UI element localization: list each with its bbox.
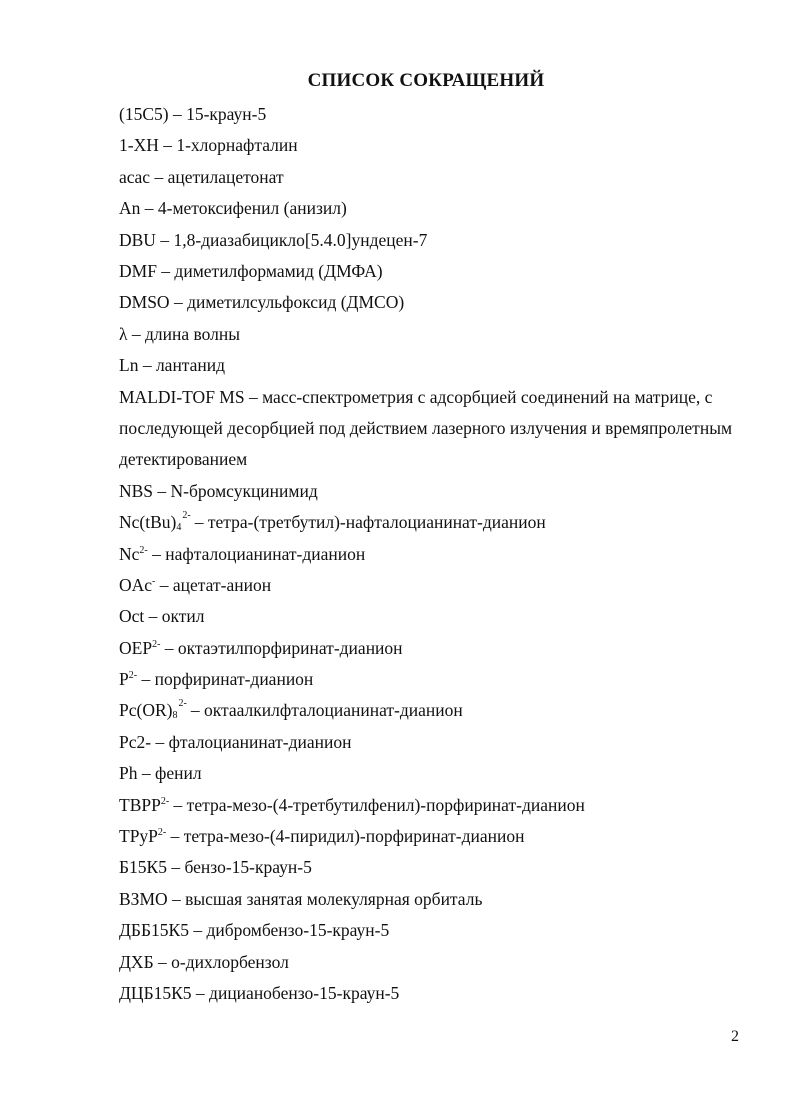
- abbreviation-term: Nc(tBu): [119, 512, 177, 533]
- abbreviation-entry: [119, 570, 759, 601]
- abbreviation-entry: Ph – фенил: [119, 763, 202, 784]
- sub-sup-index: [172, 698, 187, 722]
- abbreviation-term: Nc: [119, 543, 140, 564]
- abbreviation-entry: DMSO – диметилсульфоксид (ДМСО): [119, 292, 405, 313]
- abbreviation-entry: 1-ХН – 1-хлорнафталин: [119, 135, 298, 156]
- abbreviation-entry: (15С5) – 15-краун-5: [119, 104, 267, 124]
- abbreviation-entry: DBU – 1,8-диазабицикло[5.4.0]ундецен-7: [119, 229, 428, 250]
- superscript: 2-: [160, 795, 170, 807]
- abbreviation-entry: Ln – лантанид: [119, 355, 226, 376]
- abbreviation-definition: – порфиринат-дианион: [137, 669, 314, 690]
- abbreviation-term: OEP: [119, 637, 153, 658]
- page-number: 2: [731, 1028, 739, 1045]
- superscript: 2-: [157, 827, 167, 839]
- superscript: 2-: [178, 698, 187, 710]
- abbreviation-definition: – тетра-(третбутил)-нафталоцианинат-дианион: [190, 512, 546, 533]
- abbreviation-entry: Б15К5 – бензо-15-краун-5: [119, 857, 312, 878]
- abbreviation-entry: Oct – октил: [119, 606, 205, 627]
- abbreviation-entry: ДББ15К5 – дибромбензо-15-краун-5: [119, 920, 390, 941]
- subscript: 8: [172, 710, 178, 722]
- superscript: -: [152, 575, 156, 587]
- abbreviation-definition: – октаэтилпорфиринат-дианион: [160, 637, 403, 658]
- abbreviation-entry: ДЦБ15К5 – дицианобензо-15-краун-5: [119, 982, 400, 1003]
- abbreviation-definition: – тетра-мезо-(4-пиридил)-порфиринат-дианион: [166, 826, 525, 847]
- abbreviation-entry: acac – ацетилацетонат: [119, 166, 284, 187]
- abbreviation-entry: MALDI-TOF MS – масс-спектрометрия с адсорбцией соединений на матрице, с последующей десорбцией под действием лазерного излучения и времяпролетным детектированием: [119, 386, 733, 470]
- abbreviation-definition: – ацетат-анион: [155, 574, 272, 595]
- abbreviation-entry: [119, 790, 759, 821]
- abbreviation-entry: ВЗМО – высшая занятая молекулярная орбиталь: [119, 888, 483, 909]
- abbreviation-entry: NBS – N-бромсукцинимид: [119, 480, 318, 501]
- abbreviation-term: Pc(OR): [119, 700, 173, 721]
- abbreviation-entry: [119, 664, 759, 695]
- superscript: 2-: [182, 510, 191, 522]
- abbreviation-entry: An – 4-метоксифенил (анизил): [119, 198, 347, 219]
- page-title: СПИСОК СОКРАЩЕНИЙ: [307, 70, 545, 91]
- abbreviation-entry: [119, 507, 759, 538]
- abbreviation-entry: Pc2- – фталоцианинат-дианион: [119, 731, 352, 752]
- abbreviation-entry: λ – длина волны: [119, 323, 241, 344]
- abbreviation-definition: – тетра-мезо-(4-третбутилфенил)-порфиринат-дианион: [169, 794, 585, 815]
- abbreviation-entry: [119, 695, 759, 726]
- superscript: 2-: [128, 670, 138, 682]
- superscript: 2-: [139, 544, 148, 556]
- abbreviation-term: OAc: [119, 574, 153, 595]
- abbreviation-definition: – нафталоцианинат-дианион: [147, 543, 366, 564]
- abbreviation-term: TBPP: [119, 794, 161, 815]
- abbreviation-entry: ДХБ – о-дихлорбензол: [119, 951, 289, 972]
- abbreviation-entry: [119, 633, 759, 664]
- abbreviation-entry: DMF – диметилформамид (ДМФА): [119, 260, 383, 281]
- superscript: 2-: [152, 638, 161, 650]
- abbreviation-term: TPyP: [119, 826, 158, 847]
- abbreviation-definition: – октаалкилфталоцианинат-дианион: [186, 700, 463, 721]
- abbreviation-entry: [119, 821, 759, 852]
- abbreviation-entry: [119, 539, 759, 570]
- abbreviation-term: P: [119, 669, 129, 690]
- sub-sup-index: [176, 510, 191, 534]
- subscript: 4: [176, 522, 182, 534]
- abbreviation-list: [119, 99, 759, 1009]
